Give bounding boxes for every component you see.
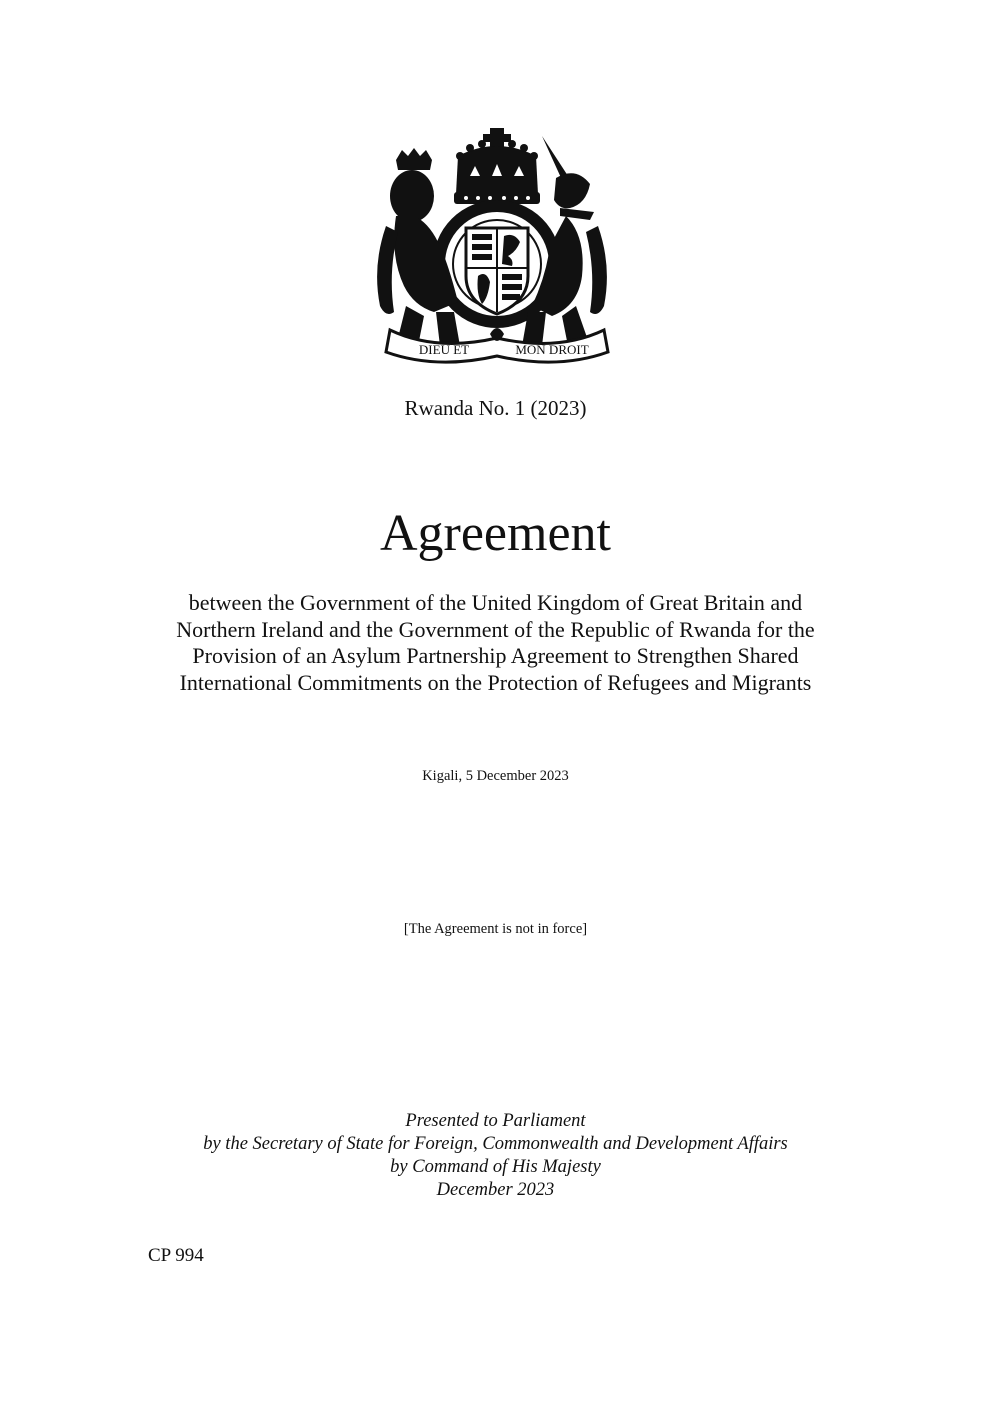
royal-coat-of-arms-icon [366,116,628,366]
svg-text:MON DROIT: MON DROIT [515,342,589,357]
subtitle-line: Northern Ireland and the Government of the Republic of Rwanda for the [176,616,815,642]
document-title: Agreement [379,505,611,562]
force-status-note: [The Agreement is not in force] [403,921,588,937]
subtitle-line: International Commitments on the Protection of Refugees and Migrants [179,670,812,696]
presentation-line: by Command of His Majesty [390,1157,601,1177]
treaty-series-number: Rwanda No. 1 (2023) [404,396,587,420]
subtitle-line: Provision of an Asylum Partnership Agreement to Strengthen Shared [192,643,799,669]
presentation-line: by the Secretary of State for Foreign, Commonwealth and Development Affairs [203,1134,788,1154]
subtitle-line: between the Government of the United Kingdom of Great Britain and [188,590,803,615]
presentation-statement [0,1110,991,1202]
place-and-date: Kigali, 5 December 2023 [422,768,569,784]
command-paper-number: CP 994 [148,1245,204,1266]
document-subtitle [0,590,991,697]
svg-text:DIEU ET: DIEU ET [418,342,470,357]
presentation-line: Presented to Parliament [405,1111,586,1131]
presentation-line: December 2023 [436,1180,555,1200]
